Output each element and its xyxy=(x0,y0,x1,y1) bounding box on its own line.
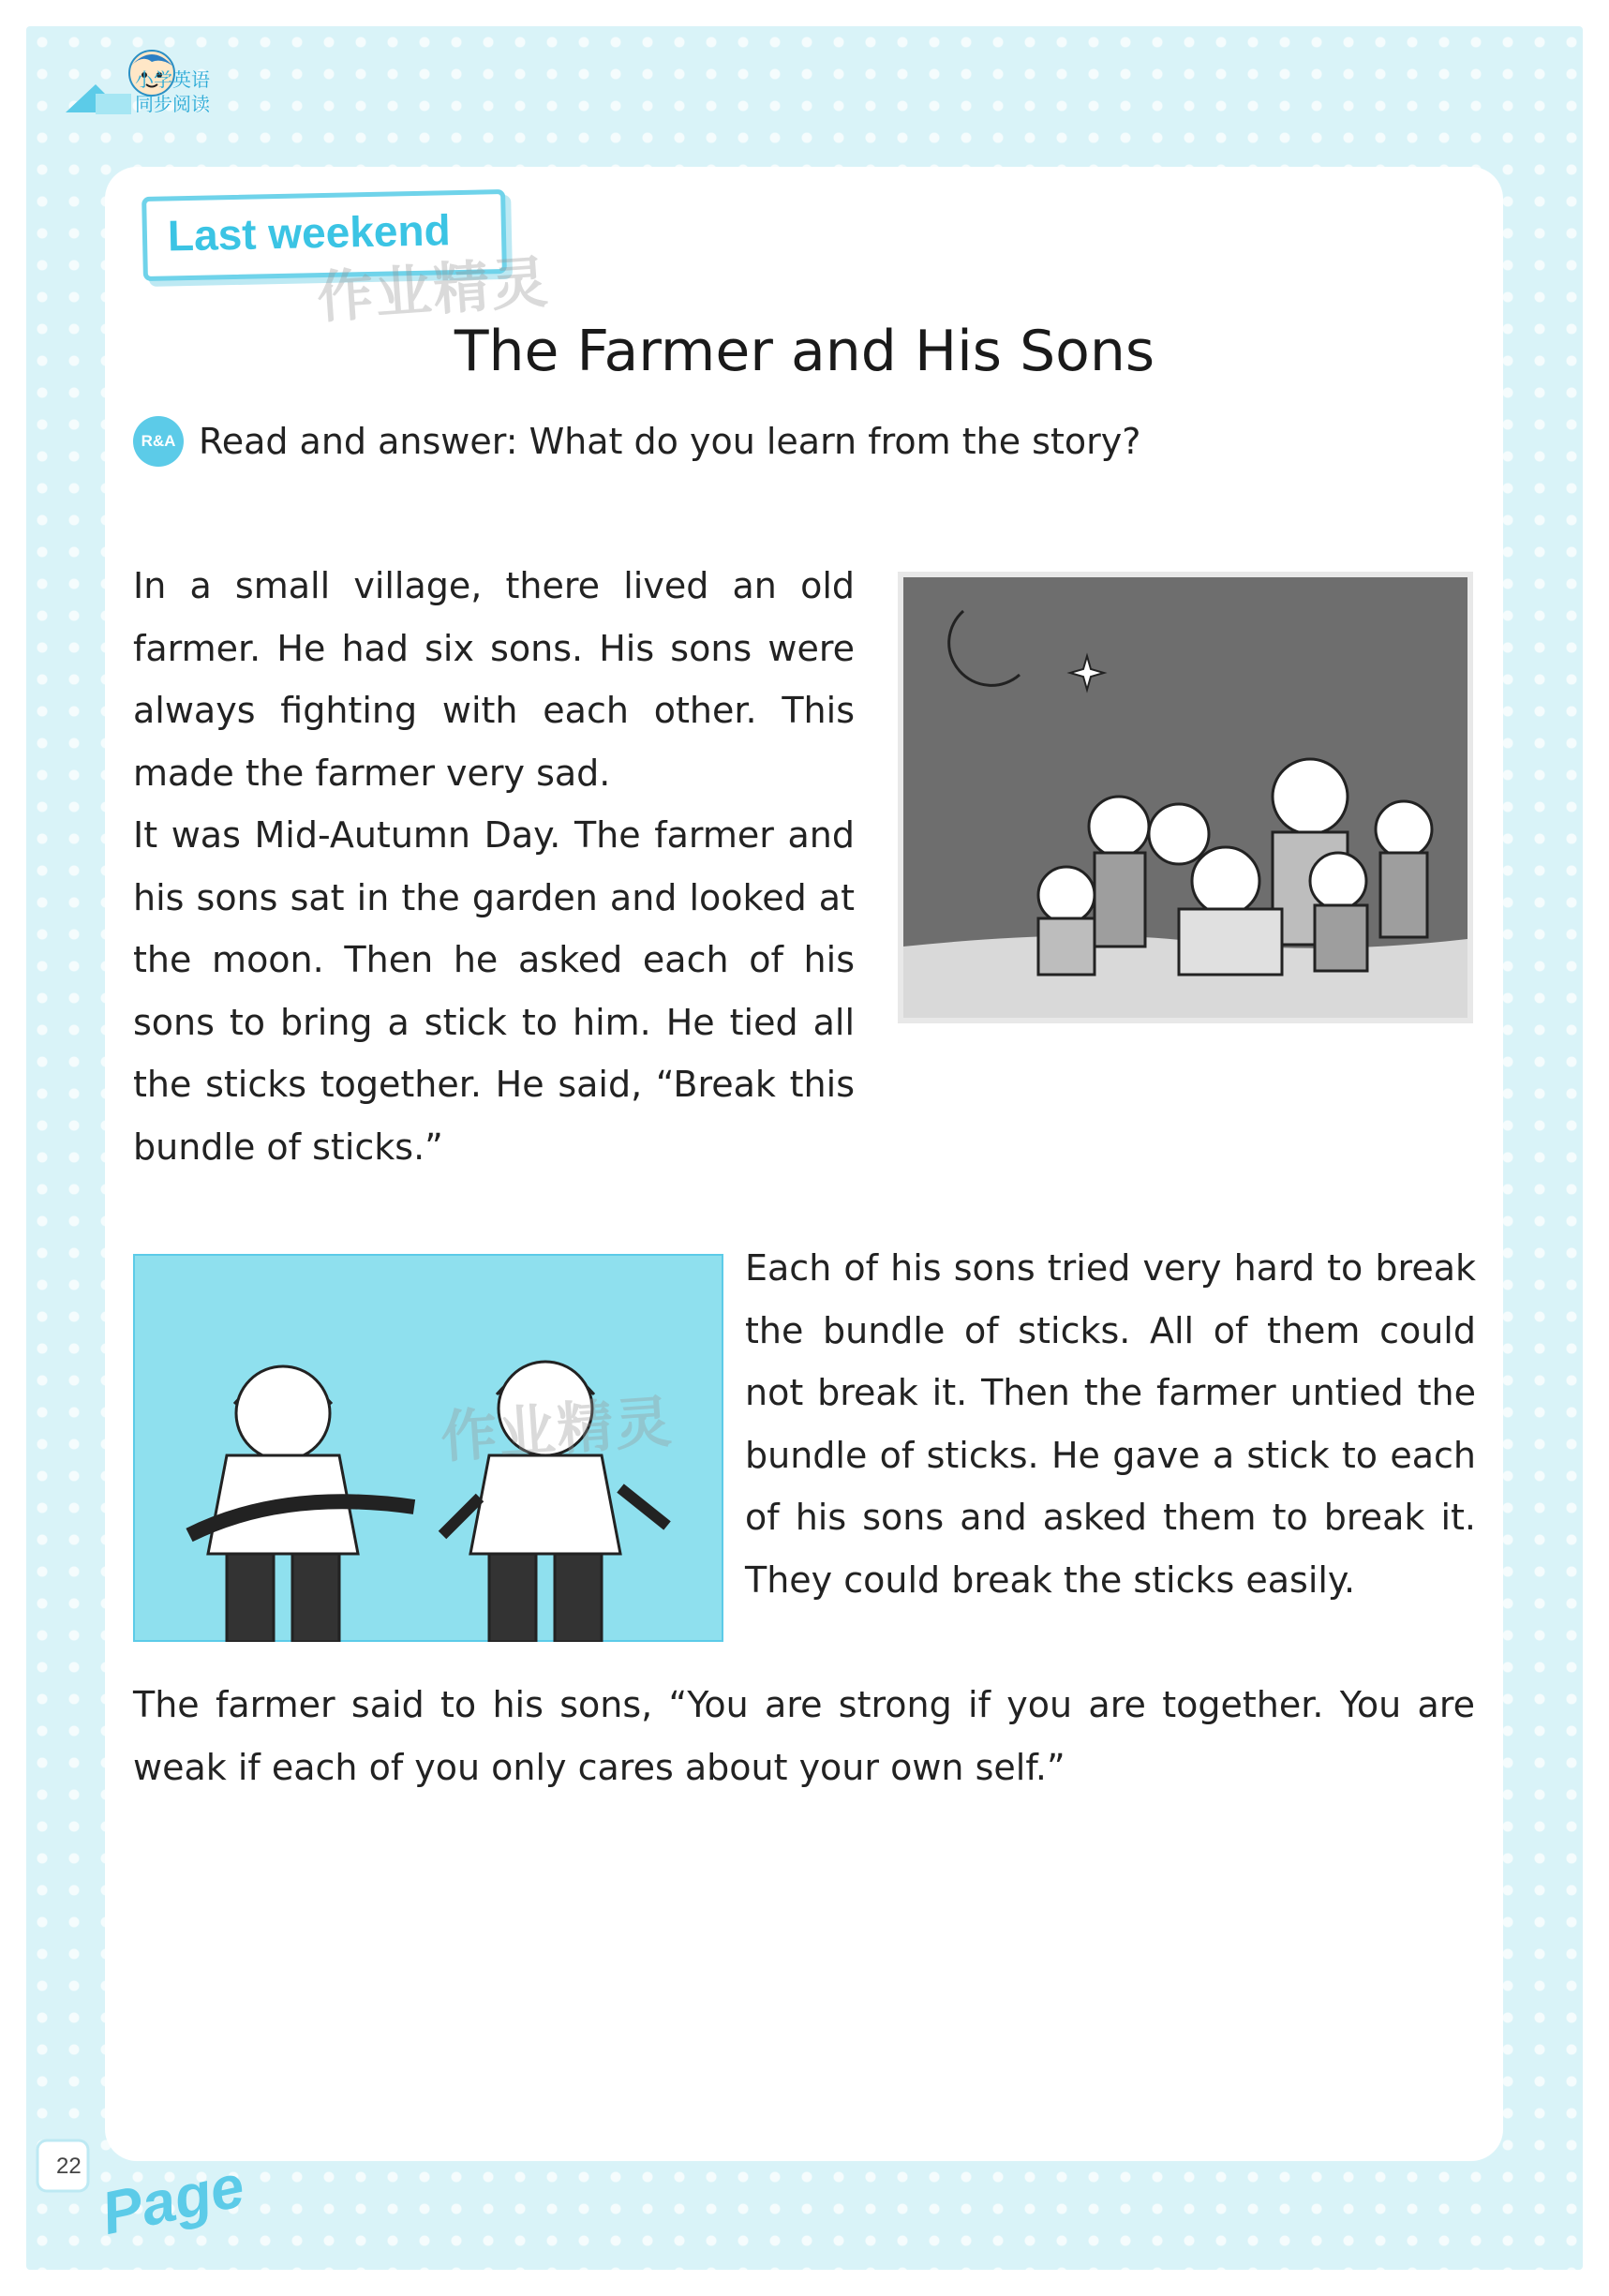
story-paragraph-1: In a small village, there lived an old farmer. He had six sons. His sons were always fighting with each other. This made the farmer very sad. xyxy=(133,565,855,794)
page-number: 22 xyxy=(56,2154,82,2179)
story-paragraph-4: The farmer said to his sons, “You are strong if you are together. You are weak if each of you only cares about your own self.” xyxy=(133,1684,1475,1788)
page-title: The Farmer and His Sons xyxy=(454,319,1155,384)
section-tab-label: Last weekend xyxy=(167,205,452,261)
logo-text xyxy=(135,67,210,116)
story-paragraph-2: It was Mid-Autumn Day. The farmer and his sons sat in the garden and looked at the moon. Then he asked each of his sons to bring a stick to him. He tied all the sticks together. He said, “Break this bundle of sticks.” xyxy=(133,814,855,1168)
watermark: 作业精灵 xyxy=(315,249,552,332)
night-family-illustration xyxy=(898,572,1473,1023)
logo-line-1: 小学英语 xyxy=(135,68,210,91)
read-answer-badge: R&A xyxy=(133,416,184,467)
story-paragraph-3: Each of his sons tried very hard to break the bundle of sticks. All of them could not break it. Then the farmer untied the bundle of sticks. He gave a stick to each of his sons and asked them to break it. They could break the sticks easily. xyxy=(745,1247,1476,1601)
page-word: Page xyxy=(96,2151,250,2248)
page-footer xyxy=(37,2112,250,2272)
watermark-2: 作业精灵 xyxy=(439,1389,676,1471)
logo-line-2: 同步阅读 xyxy=(135,93,210,115)
instruction-row xyxy=(133,416,1140,467)
instruction-text: Read and answer: What do you learn from the story? xyxy=(199,421,1141,462)
